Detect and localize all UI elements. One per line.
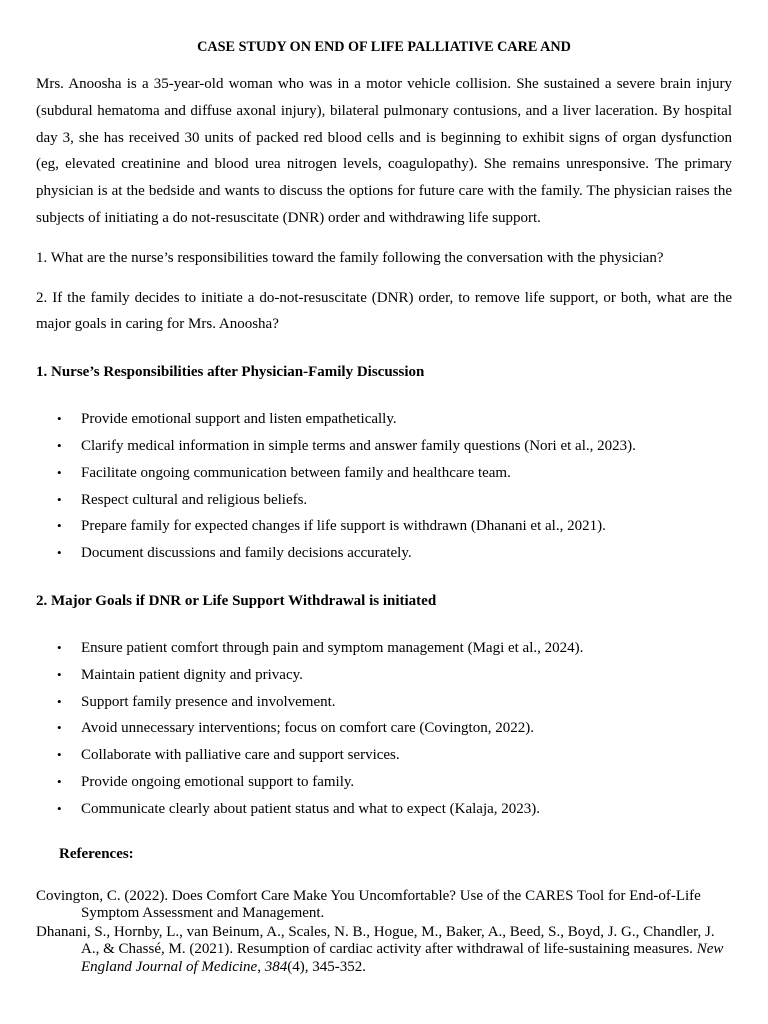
- list-item: • Document discussions and family decisions accurately.: [36, 540, 732, 567]
- bullet-icon: •: [57, 639, 62, 655]
- list-item: • Clarify medical information in simple terms and answer family questions (Nori et al., 2023).: [36, 433, 732, 460]
- bullet-icon: •: [57, 666, 62, 682]
- list-item: • Support family presence and involvement.: [36, 689, 732, 716]
- reference-covington: Covington, C. (2022). Does Comfort Care Make You Uncomfortable? Use of the CARES Tool for End-of-Life Symptom Assessment and Management.: [36, 887, 701, 922]
- list-item: • Communicate clearly about patient status and what to expect (Kalaja, 2023).: [36, 796, 732, 823]
- reference-dhanani: Dhanani, S., Hornby, L., van Beinum, A., Scales, N. B., Hogue, M., Baker, A., Beed, S., Boyd, J. G., Chandler, J. A., & Chassé, M. (2021). Resumption of cardiac activity after withdrawal of life-sustaining measures. New England Journal of Medicine, 384(4), 345-352.: [36, 923, 724, 975]
- section-1-heading: 1. Nurse’s Responsibilities after Physician-Family Discussion: [36, 364, 425, 381]
- journal-volume: 384: [264, 958, 288, 975]
- list-item: • Provide ongoing emotional support to family.: [36, 769, 732, 796]
- bullet-icon: •: [57, 411, 62, 427]
- list-item: • Respect cultural and religious beliefs.: [36, 487, 732, 514]
- bullet-icon: •: [57, 437, 62, 453]
- bullet-icon: •: [57, 773, 62, 789]
- list-item: • Collaborate with palliative care and support services.: [36, 742, 732, 769]
- bullet-icon: •: [57, 693, 62, 709]
- bullet-icon: •: [57, 747, 62, 763]
- references-heading: References:: [59, 845, 134, 862]
- list-item: • Provide emotional support and listen empathetically.: [36, 406, 732, 433]
- list-item: • Ensure patient comfort through pain and symptom management (Magi et al., 2024).: [36, 635, 732, 662]
- bullet-icon: •: [57, 720, 62, 736]
- list-item: • Maintain patient dignity and privacy.: [36, 662, 732, 689]
- section-2-list: [36, 635, 732, 823]
- list-item: • Prepare family for expected changes if life support is withdrawn (Dhanani et al., 2021).: [36, 513, 732, 540]
- list-item: • Avoid unnecessary interventions; focus on comfort care (Covington, 2022).: [36, 715, 732, 742]
- bullet-icon: •: [57, 545, 62, 561]
- question-1: 1. What are the nurse’s responsibilities toward the family following the conversation with the physician?: [36, 249, 664, 266]
- section-1-list: [36, 406, 732, 567]
- bullet-icon: •: [57, 800, 62, 816]
- bullet-icon: •: [57, 491, 62, 507]
- section-2-heading: 2. Major Goals if DNR or Life Support Withdrawal is initiated: [36, 592, 437, 609]
- references-list: [36, 888, 732, 977]
- list-item: • Facilitate ongoing communication between family and healthcare team.: [36, 460, 732, 487]
- question-2: 2. If the family decides to initiate a do-not-resuscitate (DNR) order, to remove life support, or both, what are the major goals in caring for Mrs. Anoosha?: [36, 289, 732, 333]
- bullet-icon: •: [57, 464, 62, 480]
- journal-title: New England Journal of Medicine: [81, 941, 724, 975]
- case-description: Mrs. Anoosha is a 35-year-old woman who was in a motor vehicle collision. She sustained a severe brain injury (subdural hematoma and diffuse axonal injury), bilateral pulmonary contusions, and a liver laceration. By hospital day 3, she has received 30 units of packed red blood cells and is beginning to exhibit signs of organ dysfunction (eg, elevated creatinine and blood urea nitrogen levels, coagulopathy). She remains unresponsive. The primary physician is at the bedside and wants to discuss the options for future care with the family. The physician raises the subjects of initiating a do not-resuscitate (DNR) order and withdrawing life support.: [36, 76, 732, 226]
- bullet-icon: •: [57, 518, 62, 534]
- document-title: CASE STUDY ON END OF LIFE PALLIATIVE CARE AND: [197, 39, 571, 55]
